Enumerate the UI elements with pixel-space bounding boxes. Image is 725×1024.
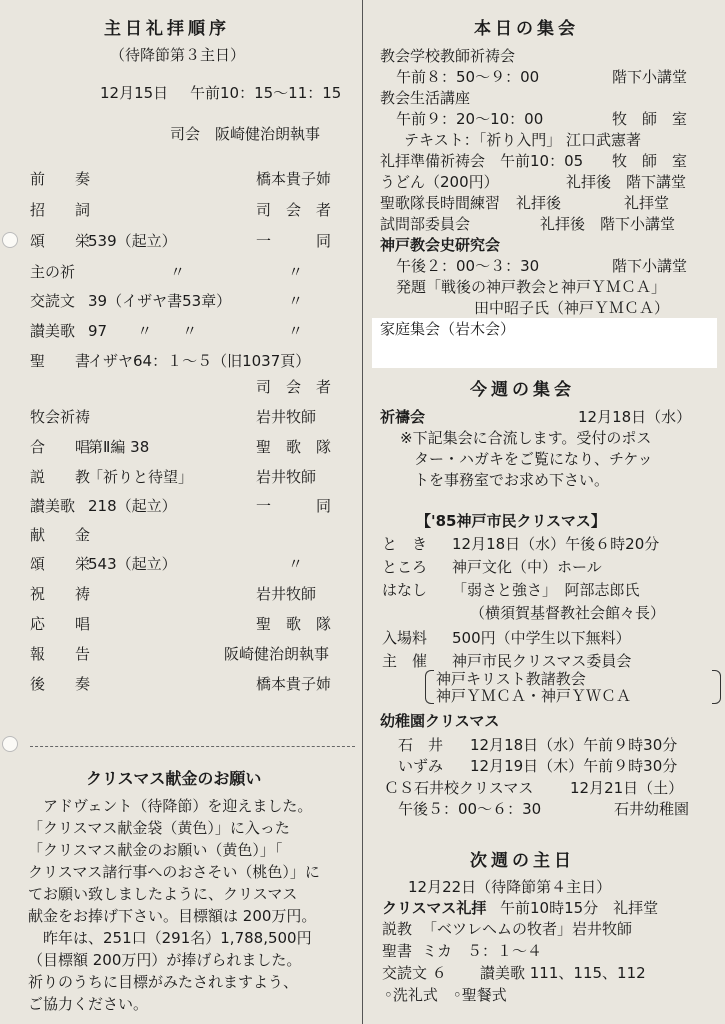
kinder-row-value: 石井幼稚園 xyxy=(614,800,690,818)
order-item-leader: 聖 歌 隊 xyxy=(256,438,332,456)
order-item-leader: 〃 xyxy=(288,322,304,340)
citizen-christmas-title: 【'85神戸市民クリスマス】 xyxy=(416,512,606,530)
citizen-row-value: 500円（中学生以下無料） xyxy=(452,629,631,647)
bracket-left xyxy=(425,670,434,704)
kinder-row-value: 12月18日（水）午前９時30分 xyxy=(470,736,678,754)
order-item-leader: 岩井牧師 xyxy=(256,468,317,486)
today-line: 教会学校教師祈祷会 xyxy=(380,47,516,65)
today-line: 午前８：50〜９：00 xyxy=(396,68,540,86)
offering-line: アドヴェント（待降節）を迎えました。 xyxy=(28,797,313,815)
order-item-detail: イザヤ64：１〜５（旧1037頁） xyxy=(88,352,311,370)
order-item-detail: 「祈りと待望」 xyxy=(88,468,194,486)
order-item-leader: 聖 歌 隊 xyxy=(256,615,332,633)
order-item-label: 合 唱 xyxy=(30,438,91,456)
order-item-label: 説 教 xyxy=(30,468,91,486)
today-line: テキスト：「祈り入門」 江口武憲著 xyxy=(404,131,641,149)
citizen-row: 入場料 xyxy=(382,629,428,647)
week-note: トを事務室でお求め下さい。 xyxy=(414,471,610,489)
week-note: ター・ハガキをご覧になり、チケッ xyxy=(414,450,653,468)
today-line-when: 礼拝後 xyxy=(540,215,586,233)
order-item-label: 祝 祷 xyxy=(30,585,91,603)
today-line-place: 階下講堂 xyxy=(626,173,687,191)
kinder-row: ＣＳ石井校クリスマス xyxy=(384,779,534,797)
today-title: 本日の集会 xyxy=(474,19,579,39)
today-line: 礼拝準備祈祷会 午前10：05 xyxy=(380,152,584,170)
order-item-leader: 一 同 xyxy=(256,232,332,250)
next-date: 12月22日（待降節第４主日） xyxy=(408,878,612,896)
offering-title: クリスマス献金のお願い xyxy=(86,769,262,788)
week-title: 今週の集会 xyxy=(470,380,575,400)
today-line: 田中昭子氏（神戸ＹＭＣＡ） xyxy=(474,299,670,317)
order-item-label: 頌 栄 xyxy=(30,232,91,250)
order-item-label: 聖 書 xyxy=(30,352,91,370)
next-row-value: 「ベツレヘムの牧者」岩井牧師 xyxy=(422,920,633,938)
worship-date: 12月15日 xyxy=(100,84,169,102)
order-item-leader: 司 会 者 xyxy=(256,378,332,396)
column-divider xyxy=(362,0,363,1024)
week-prayer-date: 12月18日（水） xyxy=(578,408,692,426)
offering-line: クリスマス諸行事へのおさそい（桃色）」に xyxy=(28,863,320,881)
order-item-detail: 543（起立） xyxy=(88,555,177,573)
citizen-row-value: （横須賀基督教社会館々長） xyxy=(470,604,666,622)
order-item-leader: 岩井牧師 xyxy=(256,408,317,426)
next-row: 聖書 xyxy=(382,942,413,960)
order-item-label: 讃美歌 xyxy=(30,497,76,515)
order-item-label: 頌 栄 xyxy=(30,555,91,573)
citizen-row: と き xyxy=(382,535,428,553)
citizen-row-value: 神戸文化（中）ホール xyxy=(452,558,602,576)
order-item-label: 応 唱 xyxy=(30,615,91,633)
offering-line: 「クリスマス献金のお願い（黄色）」「 xyxy=(28,841,283,859)
offering-line: 献金をお捧げ下さい。目標額は 200万円。 xyxy=(28,907,317,925)
today-line-place: 牧 師 室 xyxy=(612,152,688,170)
today-line-when: 礼拝後 xyxy=(516,194,562,212)
citizen-row: 主 催 xyxy=(382,652,428,670)
order-item-detail: 218（起立） xyxy=(88,497,177,515)
order-item-detail: 〃 xyxy=(170,263,186,281)
citizen-row-value: 神戸キリスト教諸教会 xyxy=(436,670,586,688)
today-line: 午後２：00〜３：30 xyxy=(396,257,540,275)
order-item-leader: 橋本貴子姉 xyxy=(256,170,332,188)
next-row: 説教 xyxy=(382,920,413,938)
today-line: 発題「戦後の神戸教会と神戸ＹＭＣＡ」 xyxy=(396,278,667,296)
today-line: 聖歌隊長時間練習 xyxy=(380,194,501,212)
today-line-when: 礼拝後 xyxy=(566,173,612,191)
kinder-row-value: 午後５：00〜６：30 xyxy=(398,800,542,818)
order-item-leader: 司 会 者 xyxy=(256,201,332,219)
citizen-row: ところ xyxy=(382,558,428,576)
order-item-label: 前 奏 xyxy=(30,170,91,188)
order-item-leader: 橋本貴子姉 xyxy=(256,675,332,693)
today-line-place: 階下小講堂 xyxy=(600,215,676,233)
next-title: 次週の主日 xyxy=(470,851,575,871)
next-row: 交読文 ６ xyxy=(382,964,447,982)
today-line: 教会生活講座 xyxy=(380,89,471,107)
citizen-row: はなし xyxy=(382,581,428,599)
offering-line: ご協力ください。 xyxy=(28,995,149,1013)
offering-line: 祈りのうちに目標がみたされますよう、 xyxy=(28,973,299,991)
next-row: ◦洗礼式 ◦聖餐式 xyxy=(384,986,507,1004)
today-line: 試問部委員会 xyxy=(380,215,471,233)
today-line-place: 階下小講堂 xyxy=(612,257,688,275)
today-line: 午前９：20〜10：00 xyxy=(396,110,544,128)
punch-hole xyxy=(2,232,18,248)
order-item-leader: 〃 xyxy=(288,555,304,573)
order-item-leader: 一 同 xyxy=(256,497,332,515)
citizen-row-value: 神戸市民クリスマス委員会 xyxy=(452,652,632,670)
order-item-leader: 岩井牧師 xyxy=(256,585,317,603)
order-item-leader: 〃 xyxy=(288,292,304,310)
next-row-value: 讃美歌 111、115、112 xyxy=(480,964,646,982)
next-row-value: ミカ ５：１〜４ xyxy=(422,942,543,960)
kinder-row-value: 12月21日（土） xyxy=(570,779,684,797)
section-divider xyxy=(30,746,355,747)
worship-presider: 司会 阪崎健治朗執事 xyxy=(170,125,321,143)
order-item-detail: 第Ⅱ編 38 xyxy=(88,438,150,456)
order-item-label: 牧会祈祷 xyxy=(30,408,91,426)
order-item-label: 報 告 xyxy=(30,645,91,663)
offering-line: 「クリスマス献金袋（黄色）」に入った xyxy=(28,819,290,837)
kinder-row: 石 井 xyxy=(398,736,444,754)
citizen-row-value: 12月18日（水）午後６時20分 xyxy=(452,535,660,553)
order-item-detail: 39（イザヤ書53章） xyxy=(88,292,232,310)
kinder-row: いずみ xyxy=(398,757,444,775)
order-item-detail: 539（起立） xyxy=(88,232,177,250)
bracket-right xyxy=(712,670,721,704)
today-line-place: 礼拝堂 xyxy=(624,194,670,212)
order-item-label: 献 金 xyxy=(30,526,91,544)
today-line: 家庭集会（岩木会） xyxy=(380,320,516,338)
worship-subtitle: （待降節第３主日） xyxy=(110,46,246,64)
worship-title: 主日礼拝順序 xyxy=(104,19,230,39)
today-line-place: 牧 師 室 xyxy=(612,110,688,128)
next-row: クリスマス礼拝 xyxy=(382,899,487,917)
order-item-label: 招 詞 xyxy=(30,201,91,219)
kinder-row-value: 12月19日（木）午前９時30分 xyxy=(470,757,678,775)
order-item-label: 主の祈 xyxy=(30,263,76,281)
next-row-value: 午前10時15分 礼拝堂 xyxy=(500,899,659,917)
week-prayer-label: 祈禱会 xyxy=(380,408,426,426)
order-item-detail: 97 〃 〃 xyxy=(88,322,198,340)
punch-hole xyxy=(2,736,18,752)
citizen-row-value: 神戸ＹＭＣＡ・神戸ＹＷＣＡ xyxy=(436,687,632,705)
offering-line: （目標額 200万円）が捧げられました。 xyxy=(28,951,302,969)
week-note: ※下記集会に合流します。受付のポス xyxy=(400,429,652,447)
order-item-leader: 〃 xyxy=(288,263,304,281)
today-line: うどん（200円） xyxy=(380,173,499,191)
order-item-label: 讃美歌 xyxy=(30,322,76,340)
worship-time: 午前10：15〜11：15 xyxy=(190,84,342,102)
order-item-label: 交読文 xyxy=(30,292,76,310)
offering-line: 昨年は、251口（291名）1,788,500円 xyxy=(28,929,312,947)
today-line-place: 階下小講堂 xyxy=(612,68,688,86)
kindergarten-title: 幼稚園クリスマス xyxy=(380,712,500,730)
order-item-leader: 阪崎健治朗執事 xyxy=(224,645,330,663)
offering-line: てお願い致しましたように、クリスマス xyxy=(28,885,298,903)
citizen-row-value: 「弱さと強さ」 阿部志郎氏 xyxy=(452,581,640,599)
today-line: 神戸教会史研究会 xyxy=(380,236,501,254)
order-item-label: 後 奏 xyxy=(30,675,91,693)
